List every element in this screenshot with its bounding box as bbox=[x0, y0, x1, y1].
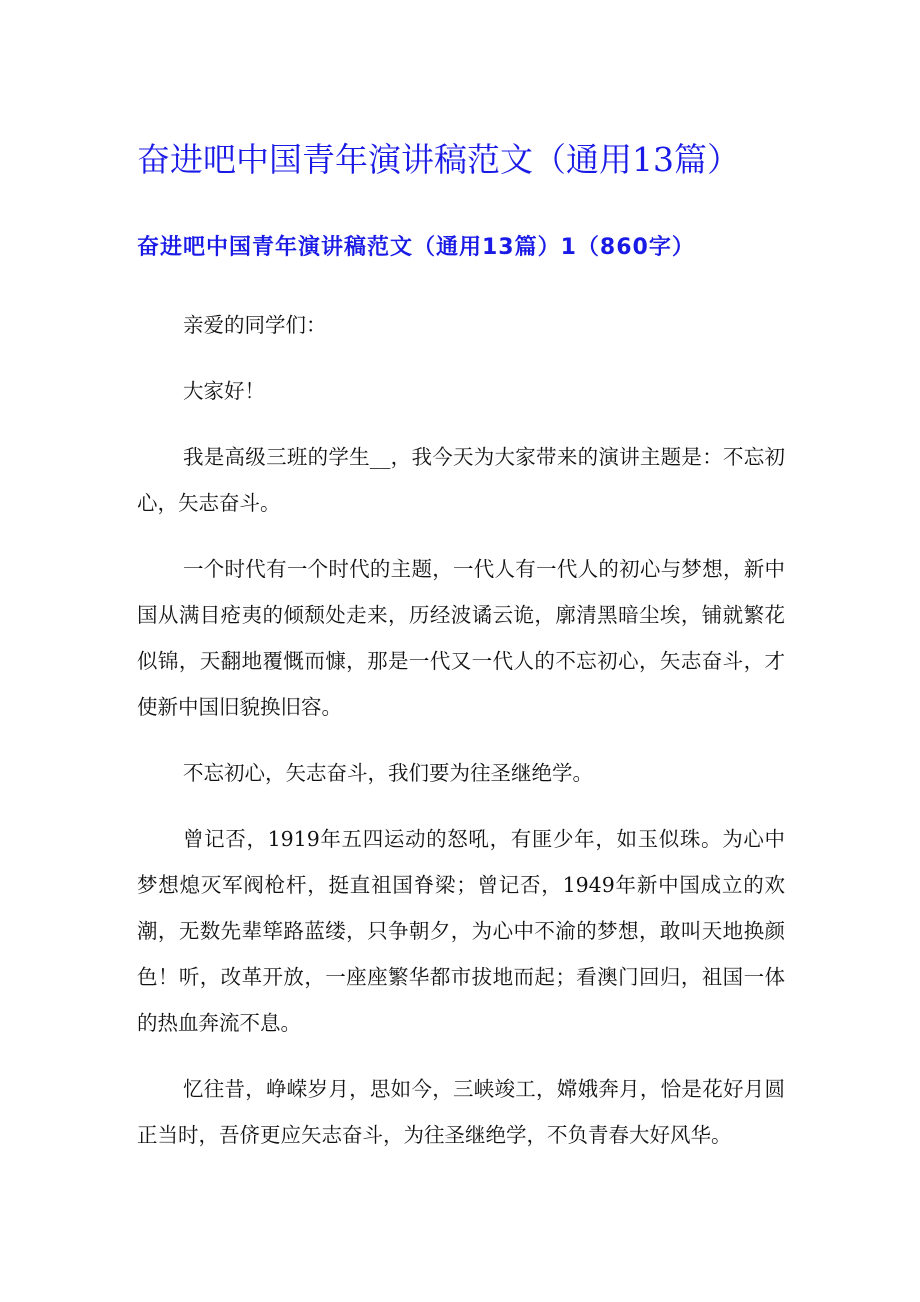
paragraph: 不忘初心，矢志奋斗，我们要为往圣继绝学。 bbox=[183, 761, 593, 785]
document-title: 奋进吧中国青年演讲稿范文（通用13篇） bbox=[137, 140, 740, 179]
section-heading: 奋进吧中国青年演讲稿范文（通用13篇）1（860字） bbox=[137, 235, 695, 260]
paragraph: 一个时代有一个时代的主题，一代人有一代人的初心与梦想，新中国从满目疮夷的倾颓处走来，历经波谲云诡，廓清黑暗尘埃，铺就繁花似锦，天翻地覆慨而慷，那是一代又一代人的不忘初心，矢志奋斗，才使新中国旧貌换旧容。 bbox=[137, 557, 785, 719]
paragraph: 忆往昔，峥嵘岁月，思如今，三峡竣工，嫦娥奔月，恰是花好月圆正当时，吾侪更应矢志奋斗，为往圣继绝学，不负青春大好风华。 bbox=[137, 1077, 785, 1147]
paragraph: 曾记否，1919年五四运动的怒吼，有匪少年，如玉似珠。为心中梦想熄灭军阀枪杆，挺直祖国脊梁；曾记否，1949年新中国成立的欢潮，无数先辈筚路蓝缕，只争朝夕，为心中不渝的梦想，敢叫天地换颜色！听，改革开放，一座座繁华都市拔地而起；看澳门回归，祖国一体的热血奔流不息。 bbox=[137, 827, 785, 1035]
document-body bbox=[137, 302, 785, 1178]
paragraph-intro: 我是高级三班的学生__，我今天为大家带来的演讲主题是：不忘初心，矢志奋斗。 bbox=[137, 445, 785, 515]
paragraph-greeting: 亲爱的同学们： bbox=[183, 313, 327, 337]
paragraph-hello: 大家好！ bbox=[183, 379, 265, 403]
